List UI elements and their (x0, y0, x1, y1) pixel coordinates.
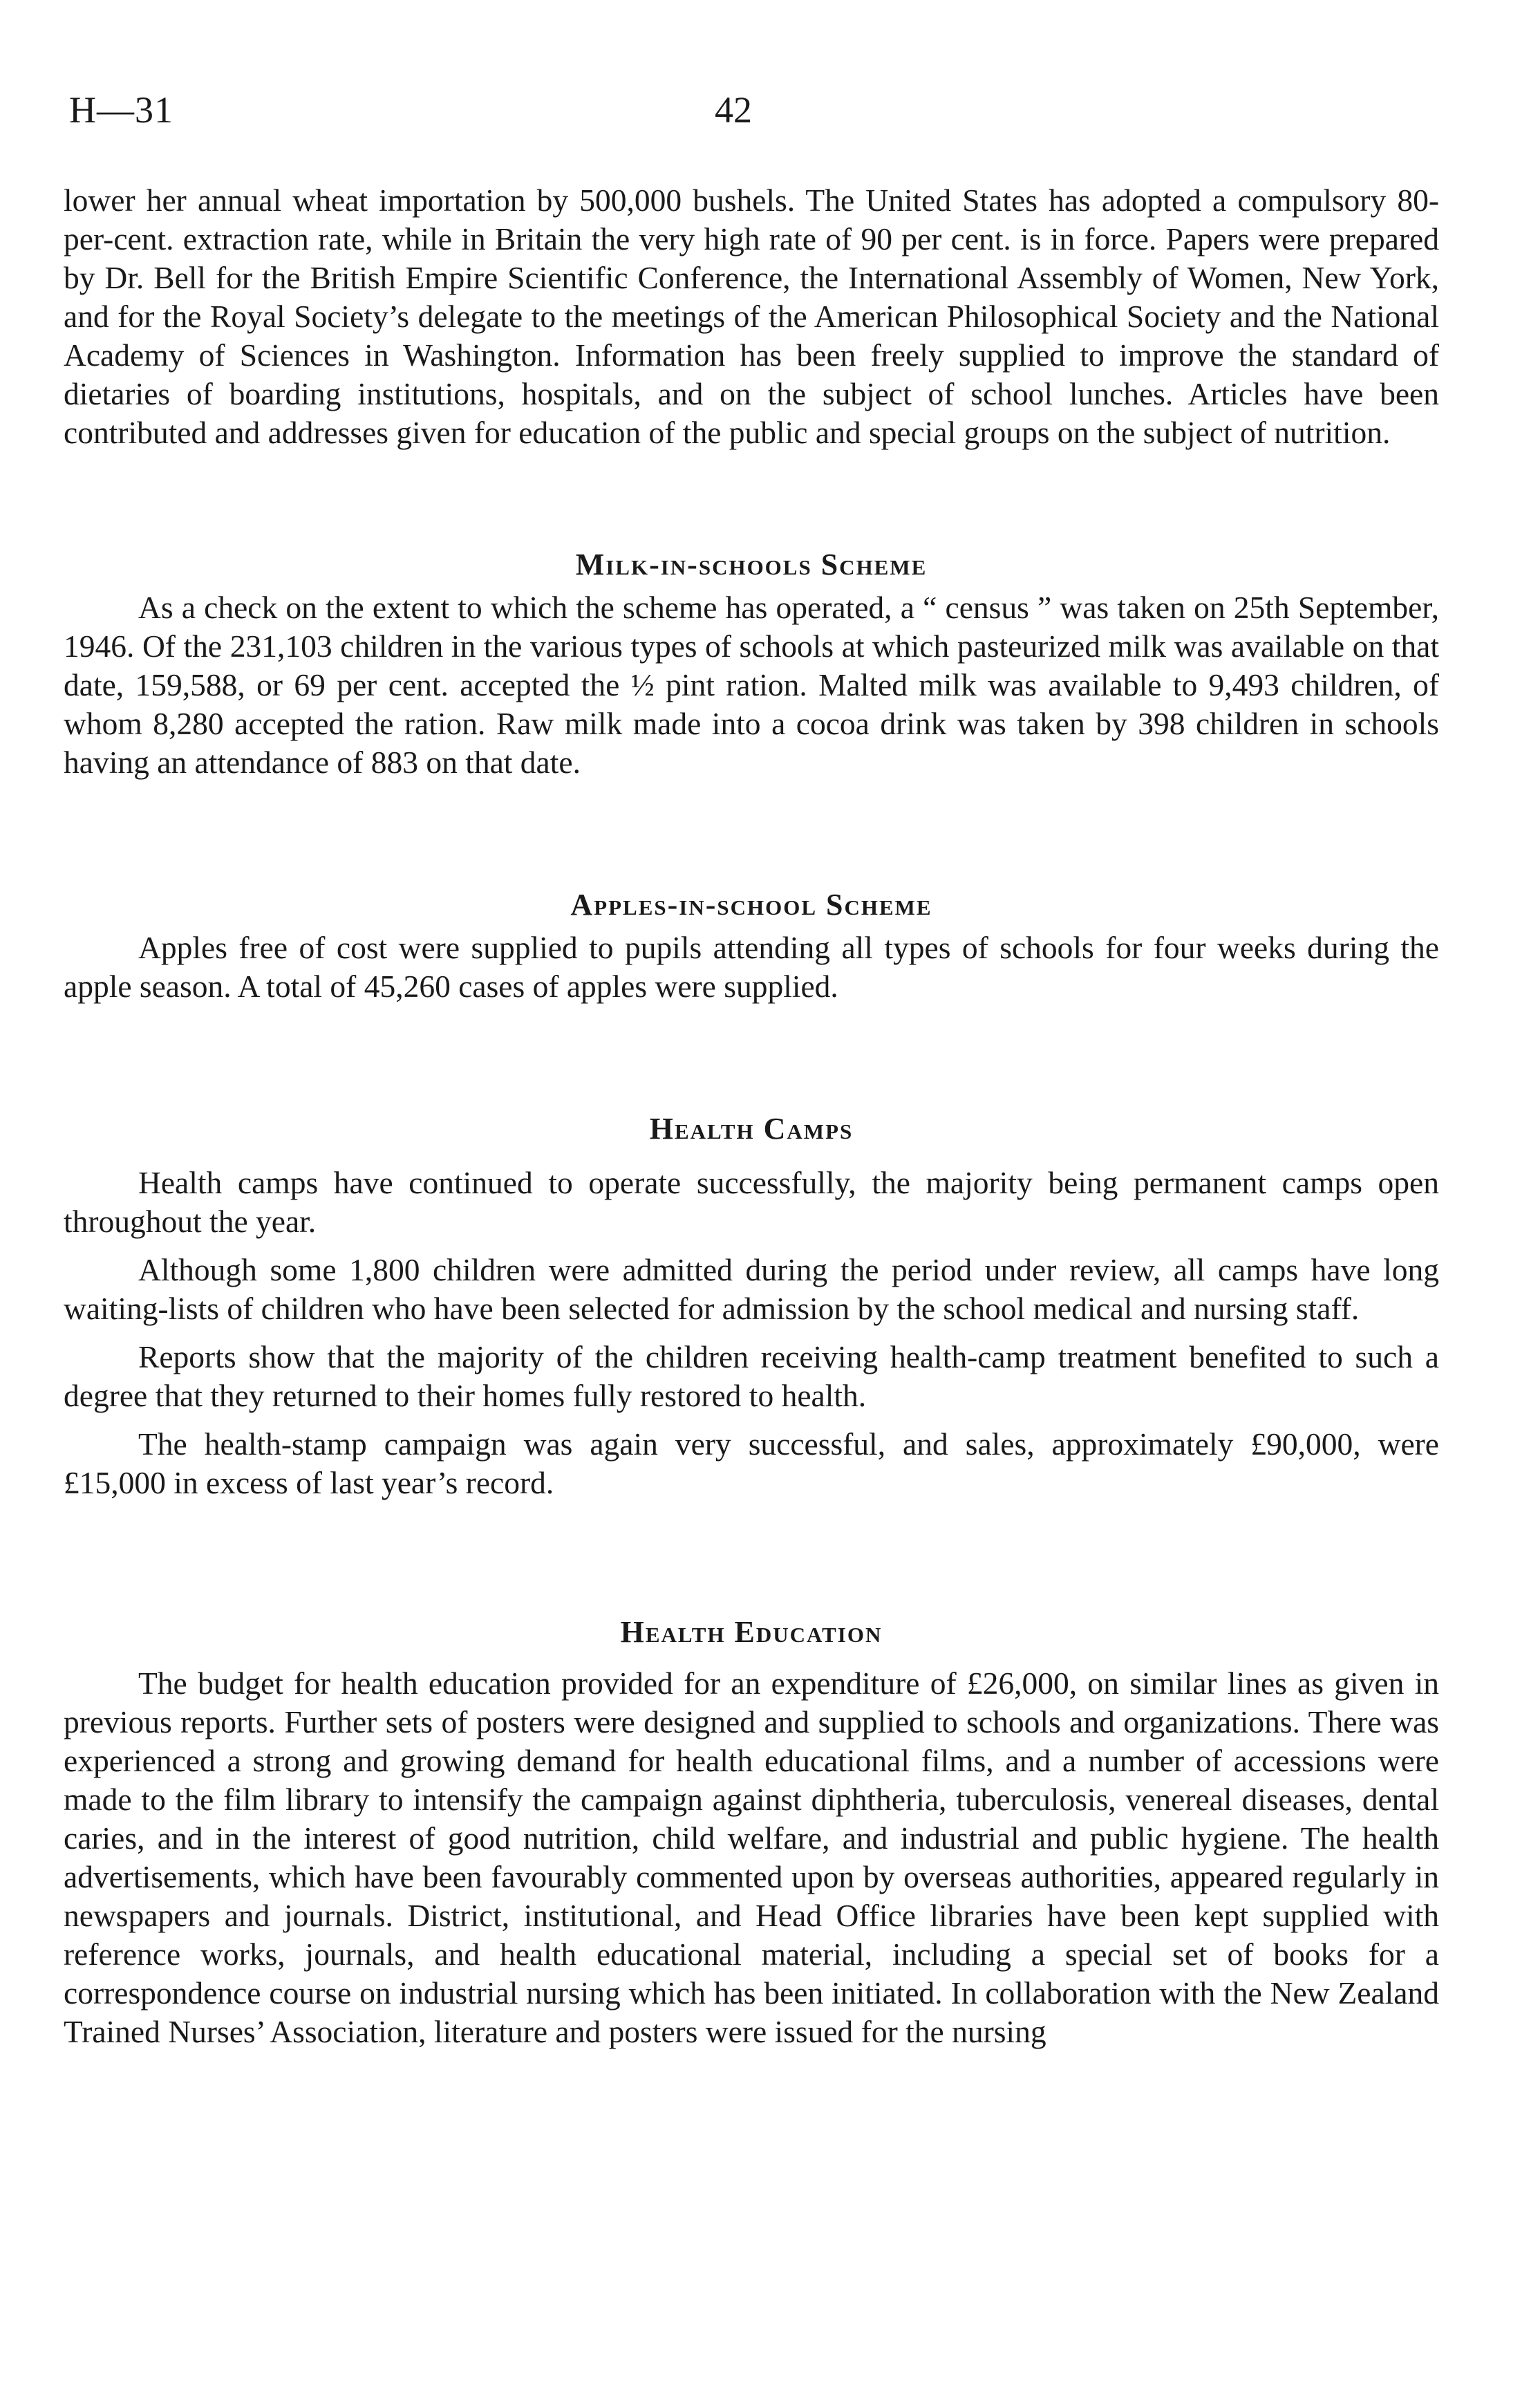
document-reference: H—31 (69, 89, 173, 131)
apples-scheme-paragraph: Apples free of cost were supplied to pupils attending all types of schools for four weeks during the apple season. A total of 45,260 cases of apples were supplied. (64, 930, 1439, 1004)
health-camps-paragraph-3: Reports show that the majority of the children receiving health-camp treatment benefited to such a degree that they returned to their homes fully restored to health. (64, 1339, 1439, 1413)
health-education-paragraph: The budget for health education provided for an expenditure of £26,000, on similar lines as given in previous reports. Further sets of posters were designed and supplied to schools and organizations. There was experienced a strong and growing demand for health educational films, and a number of accessions were made to the film library to intensify the campaign against diphtheria, tuberculosis, venereal diseases, dental caries, and in the interest of good nutrition, child welfare, and industrial and public hygiene. The health advertisements, which have been favourably commented upon by overseas authorities, appeared regularly in newspapers and journals. District, institutional, and Head Office libraries have been kept supplied with reference works, journals, and health educational material, including a special set of books for a correspondence course on industrial nursing which has been initiated. In collaboration with the New Zealand Trained Nurses’ Association, literature and posters were issued for the nursing (64, 1666, 1439, 2049)
health-camps-heading: Health Camps (649, 1112, 854, 1146)
milk-scheme-paragraph: As a check on the extent to which the scheme has operated, a “ census ” was taken on 25th September, 1946. Of the 231,103 children in the various types of schools at which pasteurized milk was available on that date, 159,588, or 69 per cent. accepted the ½ pint ration. Malted milk was available to 9,493 children, of whom 8,280 accepted the ration. Raw milk made into a cocoa drink was taken by 398 children in schools having an attendance of 883 on that date. (64, 590, 1439, 780)
health-camps-paragraph-2: Although some 1,800 children were admitted during the period under review, all camps have long waiting-lists of children who have been selected for admission by the school medical and nursing staff. (64, 1252, 1439, 1326)
health-camps-paragraph-4: The health-stamp campaign was again very successful, and sales, approximately £90,000, were £15,000 in excess of last year’s record. (64, 1426, 1439, 1500)
page-header (0, 88, 1540, 144)
milk-scheme-heading: Milk-in-schools Scheme (575, 548, 928, 581)
page-number: 42 (715, 89, 752, 131)
page-body (64, 181, 1439, 2051)
intro-paragraph: lower her annual wheat importation by 500,000 bushels. The United States has adopted a compulsory 80-per-cent. extraction rate, while in Britain the very high rate of 90 per cent. is in force. Papers were prepared by Dr. Bell for the British Empire Scientific Conference, the International Assembly of Women, New York, and for the Royal Society’s delegate to the meetings of the American Philosophical Society and the National Academy of Sciences in Washington. Information has been freely supplied to improve the standard of dietaries of boarding institutions, hospitals, and on the subject of school lunches. Articles have been contributed and addresses given for education of the public and special groups on the subject of nutrition. (64, 183, 1439, 450)
apples-scheme-heading: Apples-in-school Scheme (570, 888, 932, 922)
health-camps-paragraph-1: Health camps have continued to operate successfully, the majority being permanent camps open throughout the year. (64, 1165, 1439, 1239)
health-education-heading: Health Education (620, 1615, 883, 1649)
